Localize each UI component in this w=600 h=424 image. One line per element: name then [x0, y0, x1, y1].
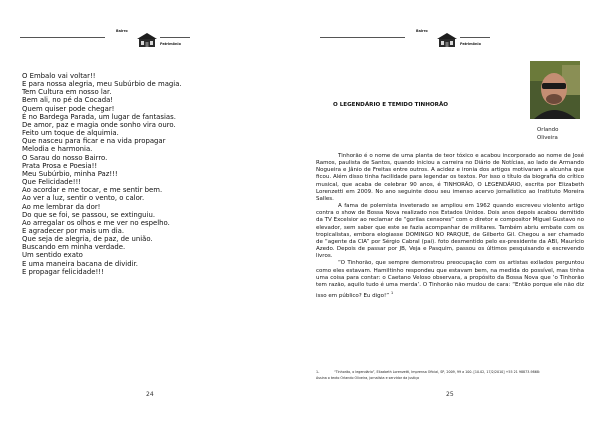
article-body — [316, 153, 584, 300]
page-number: 24 — [146, 391, 154, 398]
poem-line: Bem ali, no pé da Cocada! — [22, 96, 114, 105]
poem-line: Buscando em minha verdade. — [22, 243, 126, 252]
poem-line: Que nasceu para ficar e na vida propagar — [22, 137, 166, 146]
footnote-signature: Assina o texto Orlando Oliveira, jornalista e servidor da justiça — [316, 376, 420, 381]
author-photo — [530, 61, 580, 119]
poem-line: Um sentido exato — [22, 251, 83, 260]
footnote — [316, 369, 584, 382]
poem-line: E agradecer por mais um dia. — [22, 226, 125, 235]
house-logo-icon — [136, 32, 158, 48]
poem-line: Ao me lembrar da dor! — [22, 202, 101, 211]
poem-line: Que Felicidade!!! — [22, 178, 82, 187]
header-label-bottom: Patrimônio — [160, 42, 181, 46]
poem-line: De amor, paz e magia onde sonho vira ouro. — [22, 120, 176, 129]
house-logo-icon — [436, 32, 458, 48]
author-first-name: Orlando — [537, 127, 559, 133]
author-caption — [537, 126, 558, 142]
poem-line: Melodia e harmonia. — [22, 145, 93, 154]
header-line-right — [160, 37, 190, 38]
paragraph — [316, 260, 584, 300]
poem-line: E uma maneira bacana de dividir. — [22, 259, 138, 268]
poem-line: Que seja de alegria, de paz, de união. — [22, 235, 153, 244]
poem-line: Ao ver a luz, sentir o vento, o calor. — [22, 194, 145, 203]
poem — [22, 72, 282, 276]
footnote-marker: 1 — [390, 289, 394, 295]
poem-line: O Sarau do nosso Bairro. — [22, 153, 108, 162]
poem-line: E para nossa alegria, meu Subúrbio de magia. — [22, 80, 182, 89]
header-label-top: Bairro — [116, 29, 128, 33]
poem-line: É no Bardega Parada, um lugar de fantasias. — [22, 112, 176, 121]
footnote-citation: “Tinhorão, o legendário”, Elizabeth Lorenzetti, Imprensa Oficial, SP, 2009, 99 a 100. [10.02, 17/2/2010] +55 21 98873-9868: — [334, 370, 541, 374]
header-label-bottom: Patrimônio — [460, 42, 481, 46]
header-line-left — [320, 37, 405, 38]
paragraph: Tinhorão é o nome de uma planta de teor tóxico e acabou incorporado ao nome de José Ramos, paulista de Santos, quando iniciou a carreira no Diário de Notícias, ao lado de Armando Nogueira e Jânio de Freitas entre outros. A acidez e ironia dos artigos motivaram a alcunha que ficou. Além disso tinha facilidade para legendar os textos. Por isso o título da biografia do crítico musical, que acaba de celebrar 90 anos, é TINHORÃO, O LEGENDÁRIO, escrita por Elizabeth Lorenzetti em 2009. No ano seguinte doou seu imenso acervo jornalístico ao Instituto Moreira Salles. — [316, 153, 584, 202]
poem-line: O Embalo vai voltar!! — [22, 72, 96, 80]
page-number: 25 — [446, 391, 454, 398]
right-page — [300, 0, 600, 424]
poem-line: Do que se foi, se passou, se extinguiu. — [22, 210, 156, 219]
poem-line: Ao arregalar os olhos e me ver no espelho. — [22, 218, 170, 227]
poem-line: E propagar felicidade!!! — [22, 267, 104, 276]
header-label-top: Bairro — [416, 29, 428, 33]
header-line-left — [20, 37, 105, 38]
poem-line: Prata Prosa e Poesia!! — [22, 161, 98, 170]
paragraph: A fama de polemista inveterado se ampliou em 1962 quando escreveu violento artigo contra o show de Bossa Nova realizado nos Estados Unidos. Dois anos depois acabou demitido da TV Excelsior ao reclamar de “gorilas censores” com o diretor e compositor Miguel Gustavo no elevador, sem saber que este se fazia acompanhar de militares. Também abriu embate com os tropicalistas, embora elogiasse DOMINGO NO PARQUE, de Gilberto Gil. Chegou a ser chamado de “agente da CIA” por Sérgio Cabral (pai). foto desmentido pelo ex-presidente da ABI, Maurício Azedo. Depois de passar por JB, Veja e Pasquim, passou os últimos pesquisando e escrevendo livros. — [316, 203, 584, 260]
poem-line: Feito um toque de alquimia. — [22, 129, 119, 138]
header-line-right — [460, 37, 490, 38]
poem-line: Ao acordar e me tocar, e me sentir bem. — [22, 186, 163, 195]
poem-line: Tem Cultura em nosso lar. — [22, 88, 112, 97]
poem-line: Quem quiser pode chegar! — [22, 104, 115, 113]
footnote-number: 1- — [316, 370, 320, 374]
author-last-name: Oliveira — [537, 135, 558, 141]
article-title: O LEGENDÁRIO E TEMIDO TINHORÃO — [333, 102, 449, 108]
poem-line: Meu Subúrbio, minha Paz!!! — [22, 169, 118, 178]
paragraph-text: “O Tinhorão, que sempre demonstrou preocupação com os artistas exilados perguntou como eles estavam. Hamiltinho respondeu que estavam bem, na medida do possível, mas tinha uma coisa para contar: o Caetano Veloso observara, a propósito da Bossa Nova que ‘o Tinhorão tem razão, aquilo tudo é uma merda’. O Tinhorão não mudou de cara: “Então porque ele não diz isso em público? Eu digo!” — [316, 260, 584, 299]
